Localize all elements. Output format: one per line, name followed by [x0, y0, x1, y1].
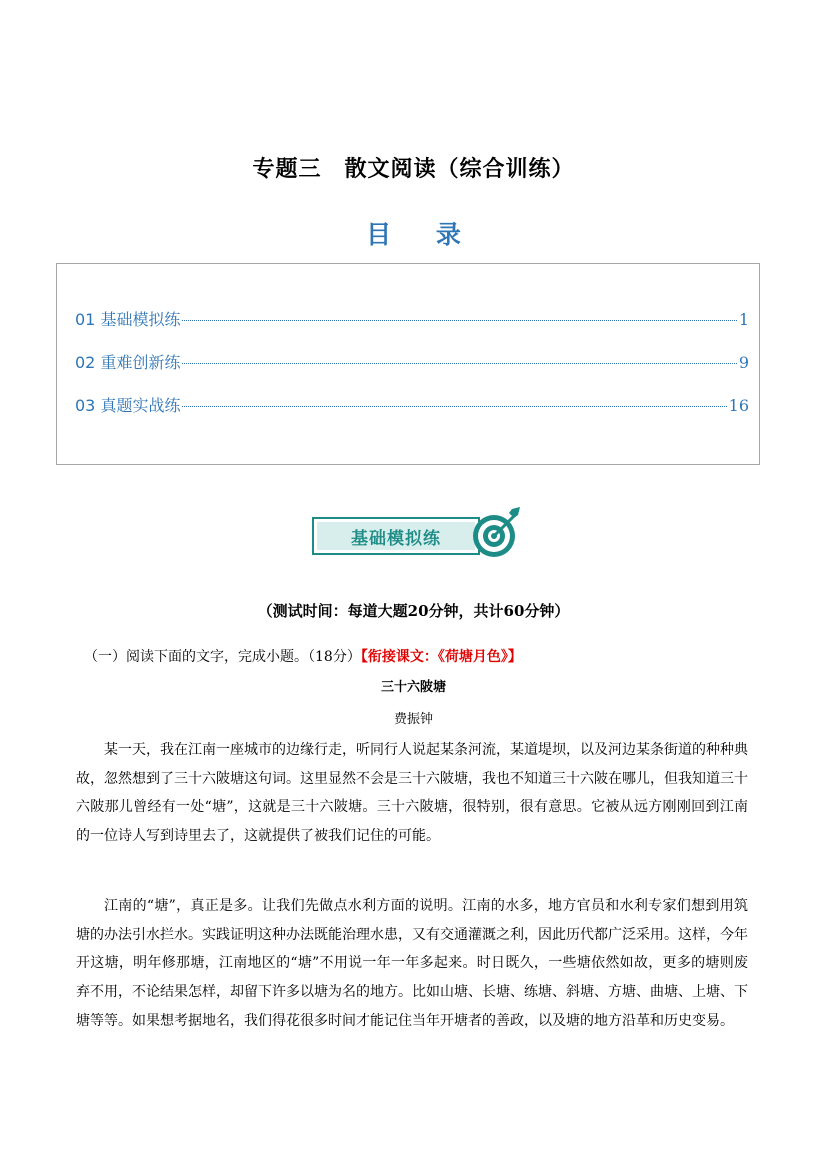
banner-label: 基础模拟练: [317, 522, 475, 550]
toc-entry-page: 9: [738, 353, 749, 372]
essay-paragraph: 江南的“塘”，真正是多。让我们先做点水利方面的说明。江南的水多，地方官员和水利专家们想到用筑塘的办法引水拦水。实践证明这种办法既能治理水患，又有交通灌溉之利，因此历代都广泛采用。这样，今年开这塘，明年修那塘，江南地区的“塘”不用说一年一年多起来。时日既久，一些塘依然如故，更多的塘则废弃不用，不论结果怎样，却留下许多以塘为名的地方。比如山塘、长塘、练塘、斜塘、方塘、曲塘、上塘、下塘等等。如果想考据地名，我们得花很多时间才能记住当年开塘者的善政，以及塘的地方沿革和历史变易。: [76, 898, 748, 1029]
toc-entry-page: 1: [738, 310, 749, 329]
toc-entry-label: 01 基础模拟练: [75, 310, 181, 329]
toc-entry-label: 02 重难创新练: [75, 353, 181, 372]
toc-leader-dots: [182, 320, 736, 321]
toc-entry-label: 03 真题实战练: [75, 396, 181, 415]
toc-heading: 目 录: [366, 220, 479, 249]
toc-entry[interactable]: [75, 393, 749, 417]
toc-entry[interactable]: [75, 307, 749, 331]
document-title: 专题三 散文阅读（综合训练）: [252, 157, 575, 182]
question-instruction: [84, 646, 522, 666]
section-banner: [312, 505, 522, 559]
table-of-contents: [56, 263, 760, 465]
toc-entry-page: 16: [728, 396, 749, 415]
toc-entry[interactable]: [75, 350, 749, 374]
linked-text-note: 【衔接课文：《荷塘月色》】: [360, 649, 522, 665]
test-time-note: （测试时间：每道大题20分钟，共计60分钟）: [257, 602, 570, 620]
toc-leader-dots: [182, 406, 726, 407]
banner-frame: [312, 517, 480, 555]
essay-title: 三十六陂塘: [380, 680, 446, 695]
toc-leader-dots: [182, 363, 736, 364]
essay-author: 费振钟: [393, 712, 433, 727]
question-intro: （一）阅读下面的文字，完成小题。（18分）: [84, 649, 361, 665]
essay-paragraph: 某一天，我在江南一座城市的边缘行走，听同行人说起某条河流，某道堤坝，以及河边某条街道的种种典故，忽然想到了三十六陂塘这句词。这里显然不会是三十六陂塘，我也不知道三十六陂在哪儿，但我知道三十六陂那儿曾经有一处“塘”，这就是三十六陂塘。三十六陂塘，很特别，很有意思。它被从远方刚刚回到江南的一位诗人写到诗里去了，这就提供了被我们记住的可能。: [76, 742, 748, 845]
target-arrow-icon: [468, 505, 524, 559]
